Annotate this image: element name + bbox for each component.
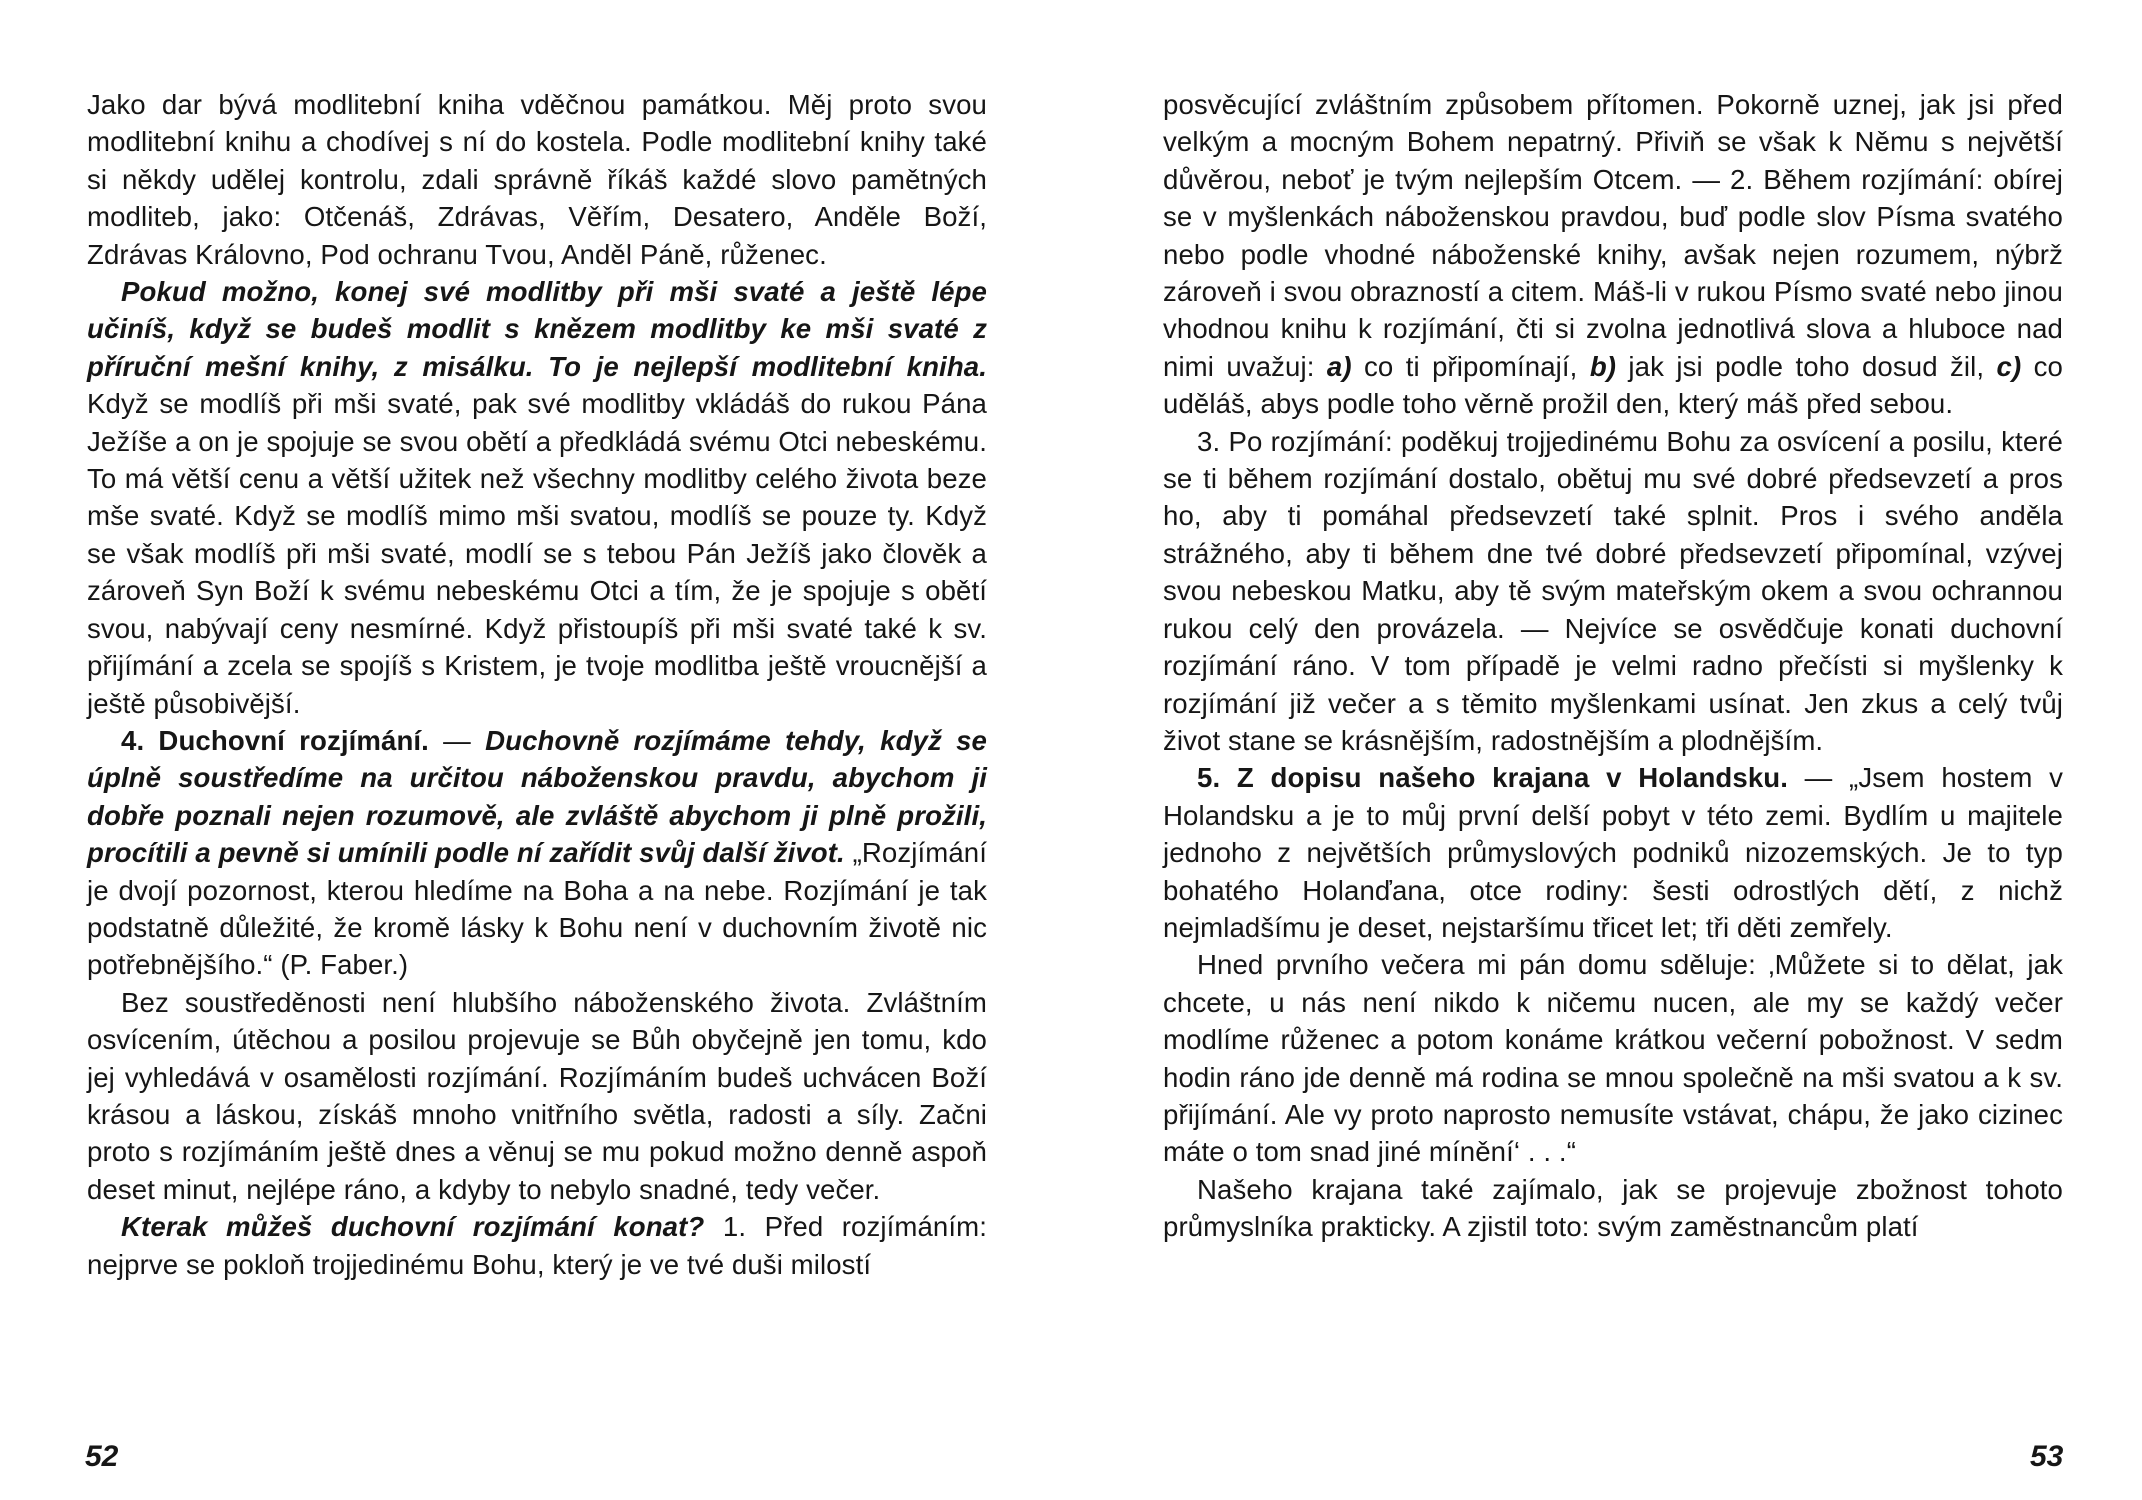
section-heading-4: 4. Duchovní rozjímání. [121,724,429,756]
body-text: 1. Před rozjímáním: nejprve se pokloň trojjedinému Bohu, který je ve tvé duši milostí [87,1211,987,1280]
body-text: jak jsi podle toho dosud žil, [1616,350,1997,382]
list-marker-c: c) [1996,350,2022,382]
right-page [1163,86,2063,1246]
body-text: posvěcující zvláštním způsobem přítomen. Pokorně uznej, jak jsi před velkým a mocným Bohem nepatrný. Přiviň se však k Němu s největší důvěrou, neboť je tvým nejlepším Otcem. — 2. Během rozjímání: obírej se v myšlenkách náboženskou pravdou, buď podle slov Písma svatého nebo podle vhodné náboženské knihy, avšak nejen rozumem, nýbrž zároveň i svou obrazností a citem. Máš-li v rukou Písmo svaté nebo jinou vhodnou knihu k rozjímání, čti si zvolna jednotlivá slova a hluboce nad nimi uvažuj: [1163,89,2063,382]
page-number-left: 52 [85,1440,119,1473]
left-paragraph-3 [87,722,987,984]
left-page [87,86,987,1283]
body-text: co ti připomínají, [1351,350,1590,382]
right-paragraph-1 [1163,86,2063,423]
left-paragraph-4: Bez soustředěnosti není hlubšího náboženského života. Zvláštním osvícením, útěchou a posilou projevuje se Bůh obyčejně jen tomu, kdo jej vyhledává v osamělosti rozjímání. Rozjímáním budeš uchvácen Boží krásou a láskou, získáš mnoho vnitřního světla, radosti a síly. Začni proto s rozjímáním ještě dnes a věnuj se mu pokud možno denně aspoň deset minut, nejlépe ráno, a kdyby to nebylo snadné, tedy večer. [87,986,987,1205]
page-number-right: 53 [2030,1440,2064,1473]
emphasis-text: Kterak můžeš duchovní rozjímání konat? [121,1211,705,1243]
emphasis-text: Duchovně rozjímáme tehdy, když se úplně soustředíme na určitou náboženskou pravdu, abychom ji dobře poznali nejen rozumově, ale zvláště abychom ji plně prožili, procítili a pevně si umínili podle ní zařídit svůj další život. [87,724,988,869]
right-paragraph-4: Hned prvního večera mi pán domu sděluje: ‚Můžete si to dělat, jak chcete, u nás není nikdo k ničemu nucen, ale my se každý večer modlíme růženec a potom konáme krátkou večerní pobožnost. V sedm hodin ráno jde denně má rodina se mnou společně na mši svatou a k sv. přijímání. Ale vy proto naprosto nemusíte vstávat, chápu, že jako cizinec máte o tom snad jiné mínění‘ . . .“ [1163,949,2063,1168]
emphasis-text: Pokud možno, konej své modlitby při mši svaté a ještě lépe učiníš, když se budeš modlit s knězem modlitby ke mši svaté z příruční mešní knihy, z misálku. To je nejlepší modlitební kniha. [87,276,987,382]
list-marker-a: a) [1326,350,1352,382]
left-paragraph-5 [87,1208,987,1283]
body-text: „Rozjímání je dvojí pozornost, kterou hledíme na Boha a na nebe. Rozjímání je tak podstatně důležité, že kromě lásky k Bohu není v duchovním životě nic potřebnějšího.“ (P. Faber.) [87,837,987,981]
left-paragraph-2 [87,273,987,722]
body-text: co uděláš, abys podle toho věrně prožil den, který máš před sebou. [1163,350,2063,420]
right-paragraph-2: 3. Po rozjímání: poděkuj trojjedinému Bohu za osvícení a posilu, které se ti během rozjímání dostalo, obětuj mu své dobré předsevzetí a pros ho, aby ti pomáhal předsevzetí také splnit. Pros i svého anděla strážného, aby ti během dne tvé dobré předsevzetí připomínal, vzývej svou nebeskou Matku, aby tě svým mateřským okem a svou ochrannou rukou celý den provázela. — Nejvíce se osvědčuje konati duchovní rozjímání ráno. V tom případě je velmi radno přečísti si myšlenky k rozjímání již večer a s těmito myšlenkami usínat. Jen zkus a celý tvůj život stane se krásnějším, radostnějším a plodnějším. [1163,425,2063,756]
right-paragraph-5: Našeho krajana také zajímalo, jak se projevuje zbožnost tohoto průmyslníka prakticky. A zjistil toto: svým zaměstnancům platí [1163,1173,2063,1243]
body-text: Když se modlíš při mši svaté, pak své modlitby vkládáš do rukou Pána Ježíše a on je spojuje se svou obětí a předkládá svému Otci nebeskému. To má větší cenu a větší užitek než všechny modlitby celého života beze mše svaté. Když se modlíš mimo mši svatou, modlíš se pouze ty. Když se však modlíš při mši svaté, modlí se s tebou Pán Ježíš jako člověk a zároveň Syn Boží k svému nebeskému Otci a tím, že je spojuje s obětí svou, nabývají ceny nesmírné. Když přistoupíš při mši svaté také k sv. přijímání a zcela se spojíš s Kristem, je tvoje modlitba ještě vroucnější a ještě působivější. [87,388,987,719]
list-marker-b: b) [1589,350,1617,382]
right-paragraph-3 [1163,759,2063,946]
section-heading-5: 5. Z dopisu našeho krajana v Holandsku. [1197,762,1788,794]
left-paragraph-1: Jako dar bývá modlitební kniha vděčnou památkou. Měj proto svou modlitební knihu a chodívej s ní do kostela. Podle modlitební knihy také si někdy udělej kontrolu, zdali správně říkáš každé slovo pamětných modliteb, jako: Otčenáš, Zdrávas, Věřím, Desatero, Anděle Boží, Zdrávas Královno, Pod ochranu Tvou, Anděl Páně, růženec. [87,89,987,270]
body-text: — „Jsem hostem v Holandsku a je to můj první delší pobyt v této zemi. Bydlím u majitele jednoho z největších průmyslových podniků nizozemských. Je to typ bohatého Holanďana, otce rodiny: šesti odrostlých dětí, z nichž nejmladšímu je deset, nejstaršímu třicet let; tři děti zemřely. [1163,762,2063,943]
dash: — [428,724,486,756]
